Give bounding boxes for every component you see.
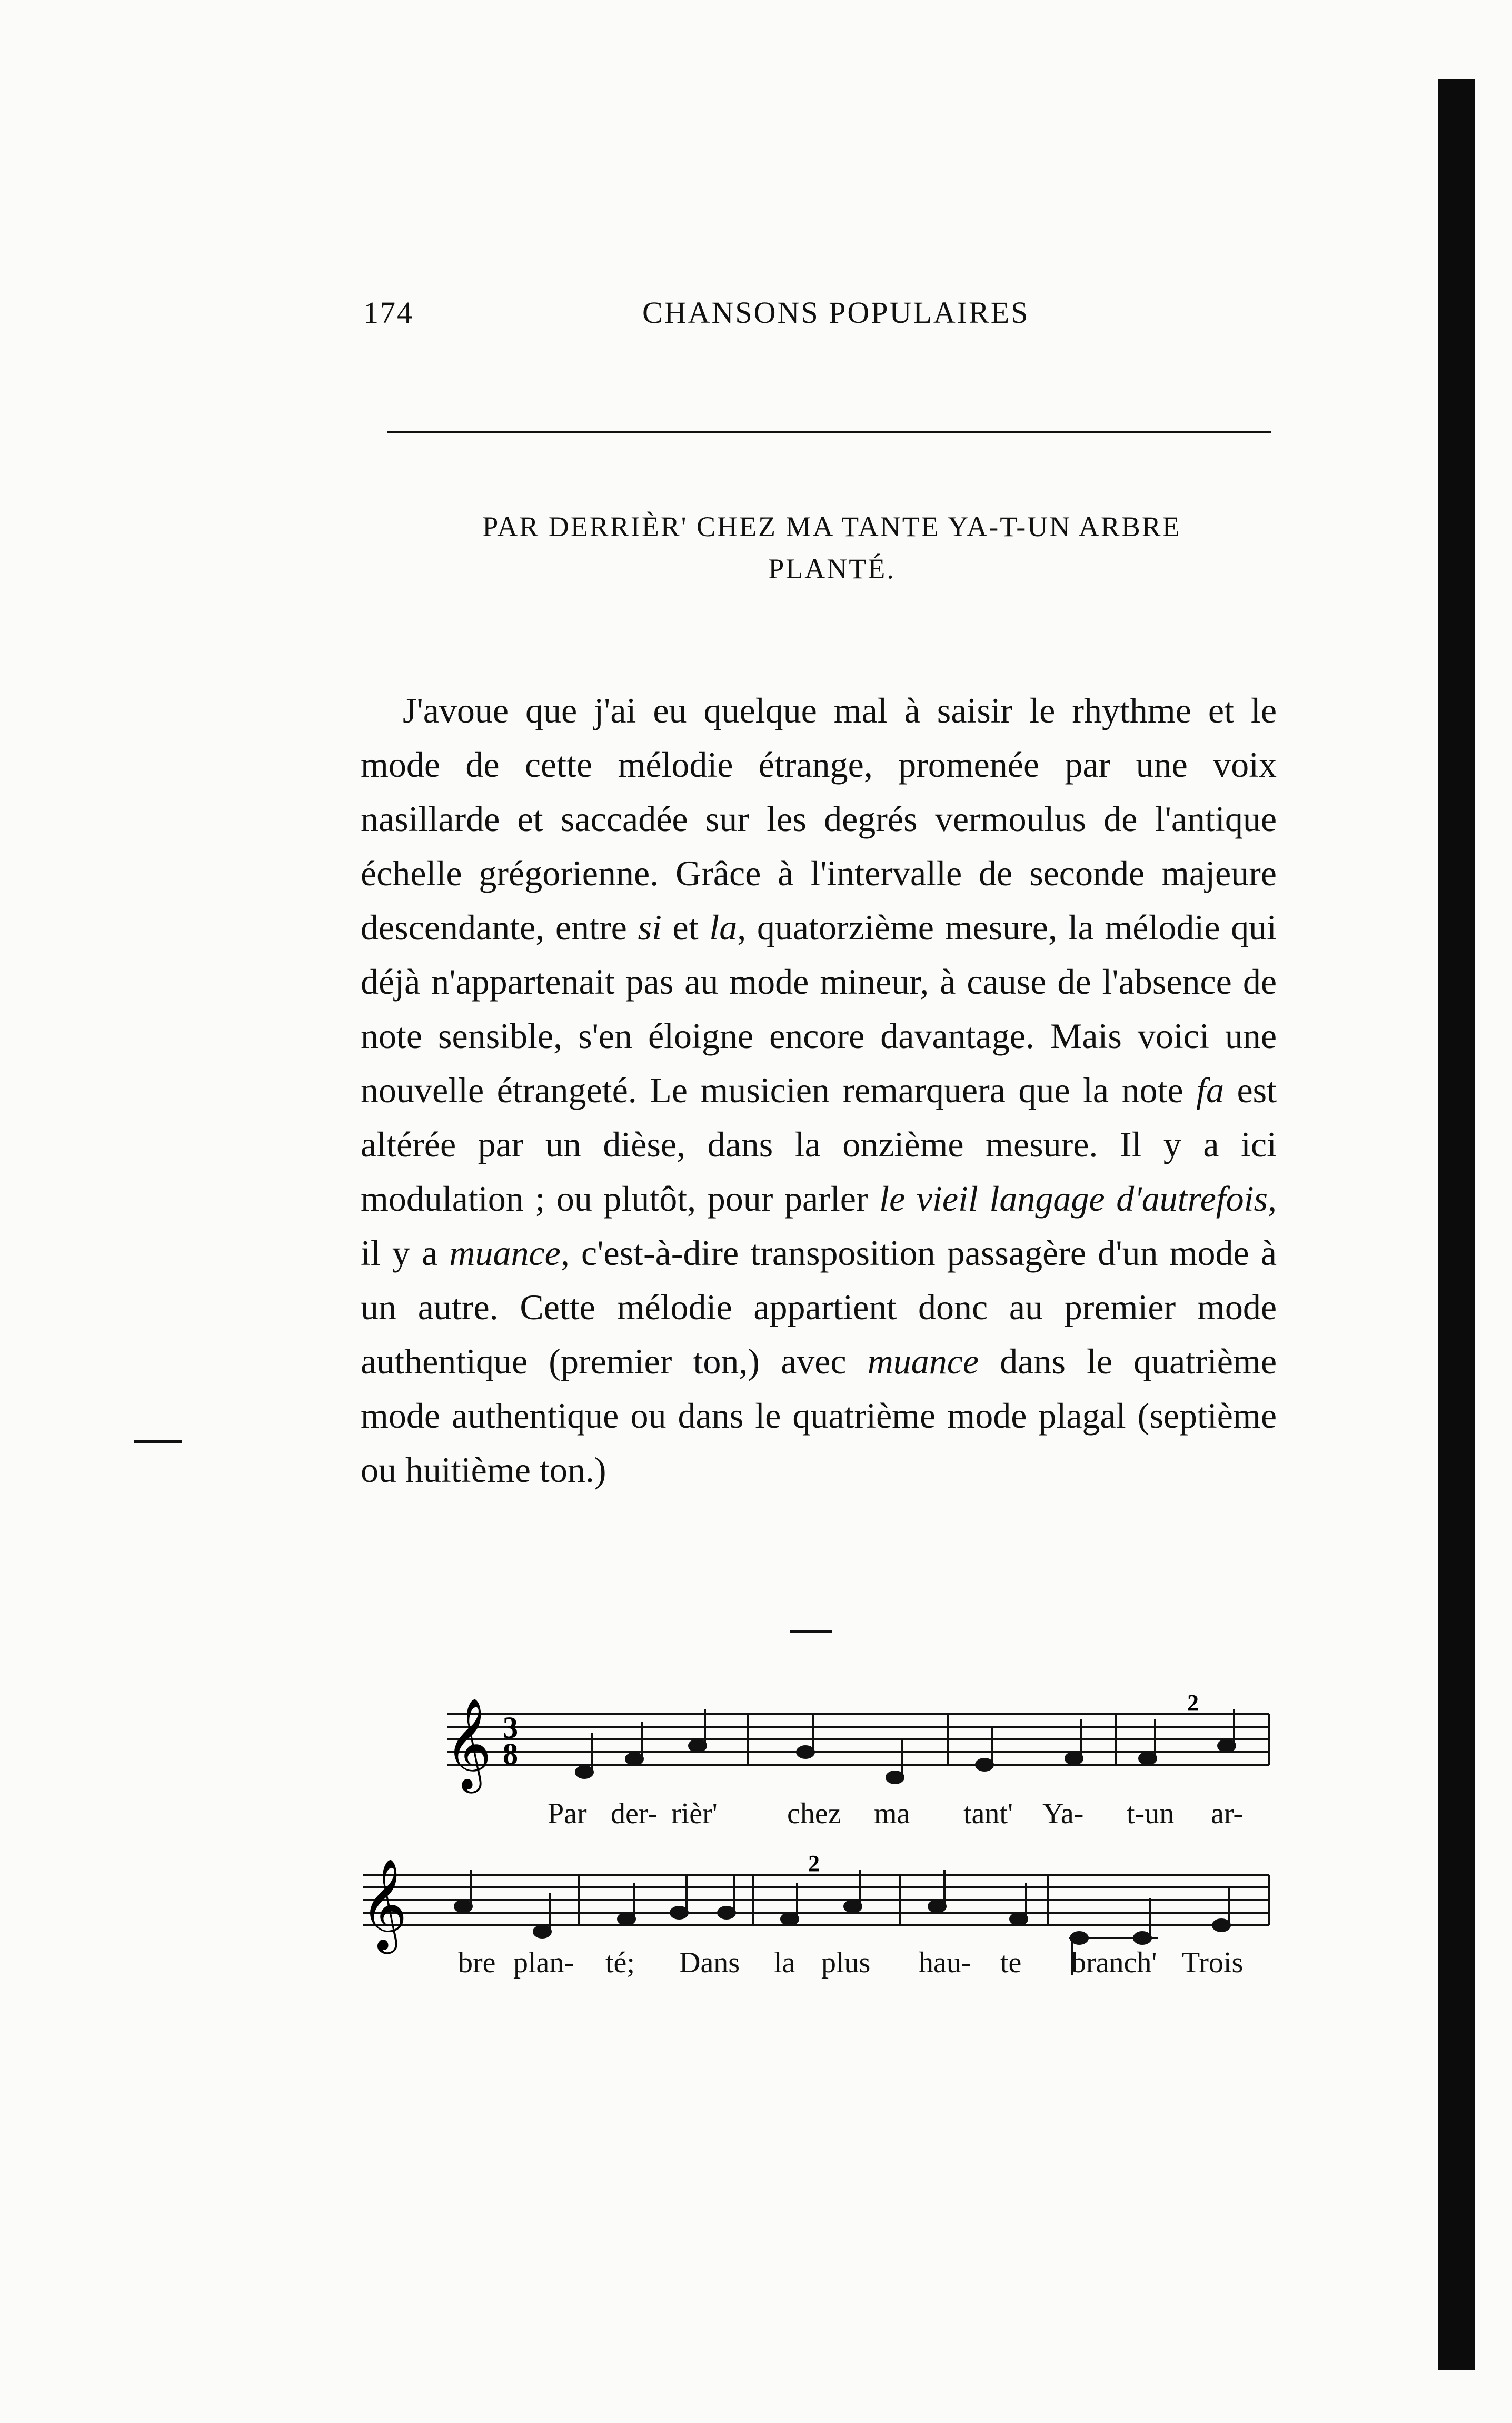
note-head [455,1901,472,1912]
time-signature-top: 3 [503,1710,518,1745]
lyric-syllable: ar- [1211,1797,1244,1830]
running-title: CHANSONS POPULAIRES [642,295,1030,330]
triplet-mark: 2 [1187,1690,1199,1716]
lyric-syllable: Trois [1182,1946,1244,1979]
lyric-syllable: te [1000,1946,1022,1979]
note-head [887,1772,903,1783]
italic-term-muance: muance [449,1233,561,1273]
chapter-title-line-1: PAR DERRIÈR' CHEZ MA TANTE YA-T-UN ARBRE [482,511,1181,542]
notes-system-1 [576,1709,1235,1783]
body-text-run: , c'est-à-dire transposition passagère d'un mode à un autre. Cette mélodie appartient donc au premier mode authentique (premier ton,) avec [361,1233,1277,1381]
note-head [1139,1753,1156,1764]
chapter-title-line-2: PLANTÉ. [768,553,896,585]
note-head [626,1753,643,1765]
note-head [618,1913,635,1925]
triplet-mark: 2 [808,1851,820,1876]
lyric-syllable: la [774,1946,795,1979]
note-head [576,1766,593,1778]
note-head [1213,1920,1230,1931]
time-signature-bottom: 8 [503,1737,518,1771]
italic-note-si: si [638,907,662,947]
note-head [1066,1753,1082,1764]
body-text-run: dans le quatrième mode authentique ou dans le quatrième mode plagal (septième ou huitième ton.) [361,1341,1277,1490]
lyric-syllable: chez [787,1797,841,1830]
note-head [718,1907,735,1918]
body-text-run: est altérée par un dièse, dans la onzième mesure. Il y a ici modulation ; ou plutôt, pour parler [361,1070,1277,1219]
note-head [1218,1740,1235,1752]
lyric-syllable: hau- [919,1946,971,1979]
treble-clef-icon: 𝄞 [445,1698,492,1789]
italic-phrase: le vieil langage d'autrefois [879,1179,1268,1219]
lyric-syllable: tant' [963,1797,1013,1830]
body-text-run: , il y a [361,1179,1277,1273]
body-text-run: J'avoue que j'ai eu quelque mal à saisir le rhythme et le mode de cette mélodie étrange, promenée par une voix nasillarde et saccadée sur les degrés vermoulus de l'antique échelle grégorienne. Grâce à l'intervalle de seconde majeure descendante, entre [361,690,1277,947]
lyric-syllable: ma [874,1797,910,1830]
lyric-syllable: plus [821,1946,871,1979]
italic-note-fa: fa [1196,1070,1224,1110]
note-head [976,1759,993,1771]
lyric-syllable: Dans [679,1946,740,1979]
staff-system-2 [363,1875,1269,1925]
note-head [671,1907,688,1918]
note-head [797,1746,814,1758]
lyric-syllable: bre [458,1946,496,1979]
lyric-syllable: branch' [1071,1946,1157,1979]
italic-term-muance: muance [867,1341,979,1381]
lyric-syllable: rièr' [671,1797,718,1830]
italic-note-la: la [709,907,738,947]
lyric-syllable: t-un [1127,1797,1175,1830]
note-head [844,1901,861,1912]
note-head [781,1913,798,1925]
lyric-syllable: der- [611,1797,658,1830]
note-head [689,1740,706,1752]
body-text-run: , quatorzième mesure, la mélodie qui déjà n'appartenait pas au mode mineur, à cause de l'absence de note sensible, s'en éloigne encore davantage. Mais voici une nouvelle étrangeté. Le musicien remarquera que la note [361,907,1277,1110]
note-head [1010,1913,1027,1925]
lyric-syllable: Ya- [1042,1797,1084,1830]
lyric-syllable: Par [548,1797,587,1830]
lyric-syllable: té; [605,1946,635,1979]
body-text-run: et [661,907,710,947]
note-head [534,1926,551,1937]
page-number: 174 [363,295,414,330]
lyric-syllable: plan- [513,1946,574,1979]
note-head [929,1901,946,1912]
treble-clef-icon: 𝄞 [361,1858,407,1950]
